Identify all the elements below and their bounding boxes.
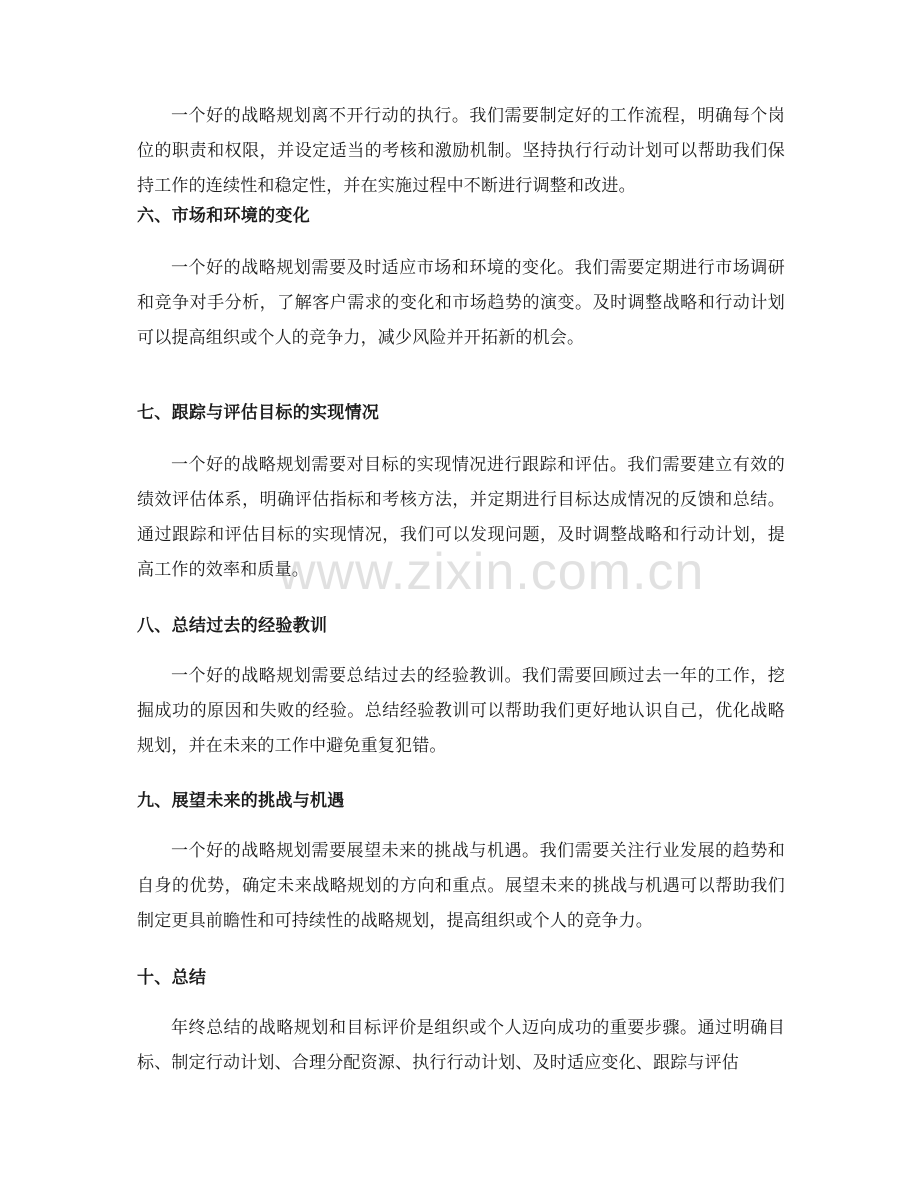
watermark: www.zixin.com.cn <box>278 543 705 601</box>
paragraph-goal-tracking: 一个好的战略规划需要对目标的实现情况进行跟踪和评估。我们需要建立有效的绩效评估体系，明确评估指标和考核方法，并定期进行目标达成情况的反馈和总结。通过跟踪和评估目标的实现情况，我们可以发现问题，及时调整战略和行动计划，提高工作的效率和质量。 <box>137 455 785 580</box>
paragraph-lessons-learned: 一个好的战略规划需要总结过去的经验教训。我们需要回顾过去一年的工作，挖掘成功的原因和失败的经验。总结经验教训可以帮助我们更好地认识自己，优化战略规划，并在未来的工作中避免重复犯错。 <box>137 666 785 756</box>
paragraph-future-outlook: 一个好的战略规划需要展望未来的挑战与机遇。我们需要关注行业发展的趋势和自身的优势，确定未来战略规划的方向和重点。展望未来的挑战与机遇可以帮助我们制定更具前瞻性和可持续性的战略规划，提高组织或个人的竞争力。 <box>137 841 785 931</box>
paragraph-conclusion: 年终总结的战略规划和目标评价是组织或个人迈向成功的重要步骤。通过明确目标、制定行动计划、合理分配资源、执行行动计划、及时适应变化、跟踪与评估 <box>137 1018 785 1073</box>
section-heading-6: 六、市场和环境的变化 <box>137 206 310 226</box>
section-heading-8: 八、总结过去的经验教训 <box>137 616 328 636</box>
section-heading-7: 七、跟踪与评估目标的实现情况 <box>137 403 380 423</box>
paragraph-market-change: 一个好的战略规划需要及时适应市场和环境的变化。我们需要定期进行市场调研和竞争对手分析，了解客户需求的变化和市场趋势的演变。及时调整战略和行动计划可以提高组织或个人的竞争力，减少风险并开拓新的机会。 <box>137 258 785 348</box>
section-heading-9: 九、展望未来的挑战与机遇 <box>137 791 345 811</box>
paragraph-action-execution: 一个好的战略规划离不开行动的执行。我们需要制定好的工作流程，明确每个岗位的职责和权限，并设定适当的考核和激励机制。坚持执行行动计划可以帮助我们保持工作的连续性和稳定性，并在实施过程中不断进行调整和改进。 <box>137 106 785 196</box>
section-heading-10: 十、总结 <box>137 968 207 988</box>
